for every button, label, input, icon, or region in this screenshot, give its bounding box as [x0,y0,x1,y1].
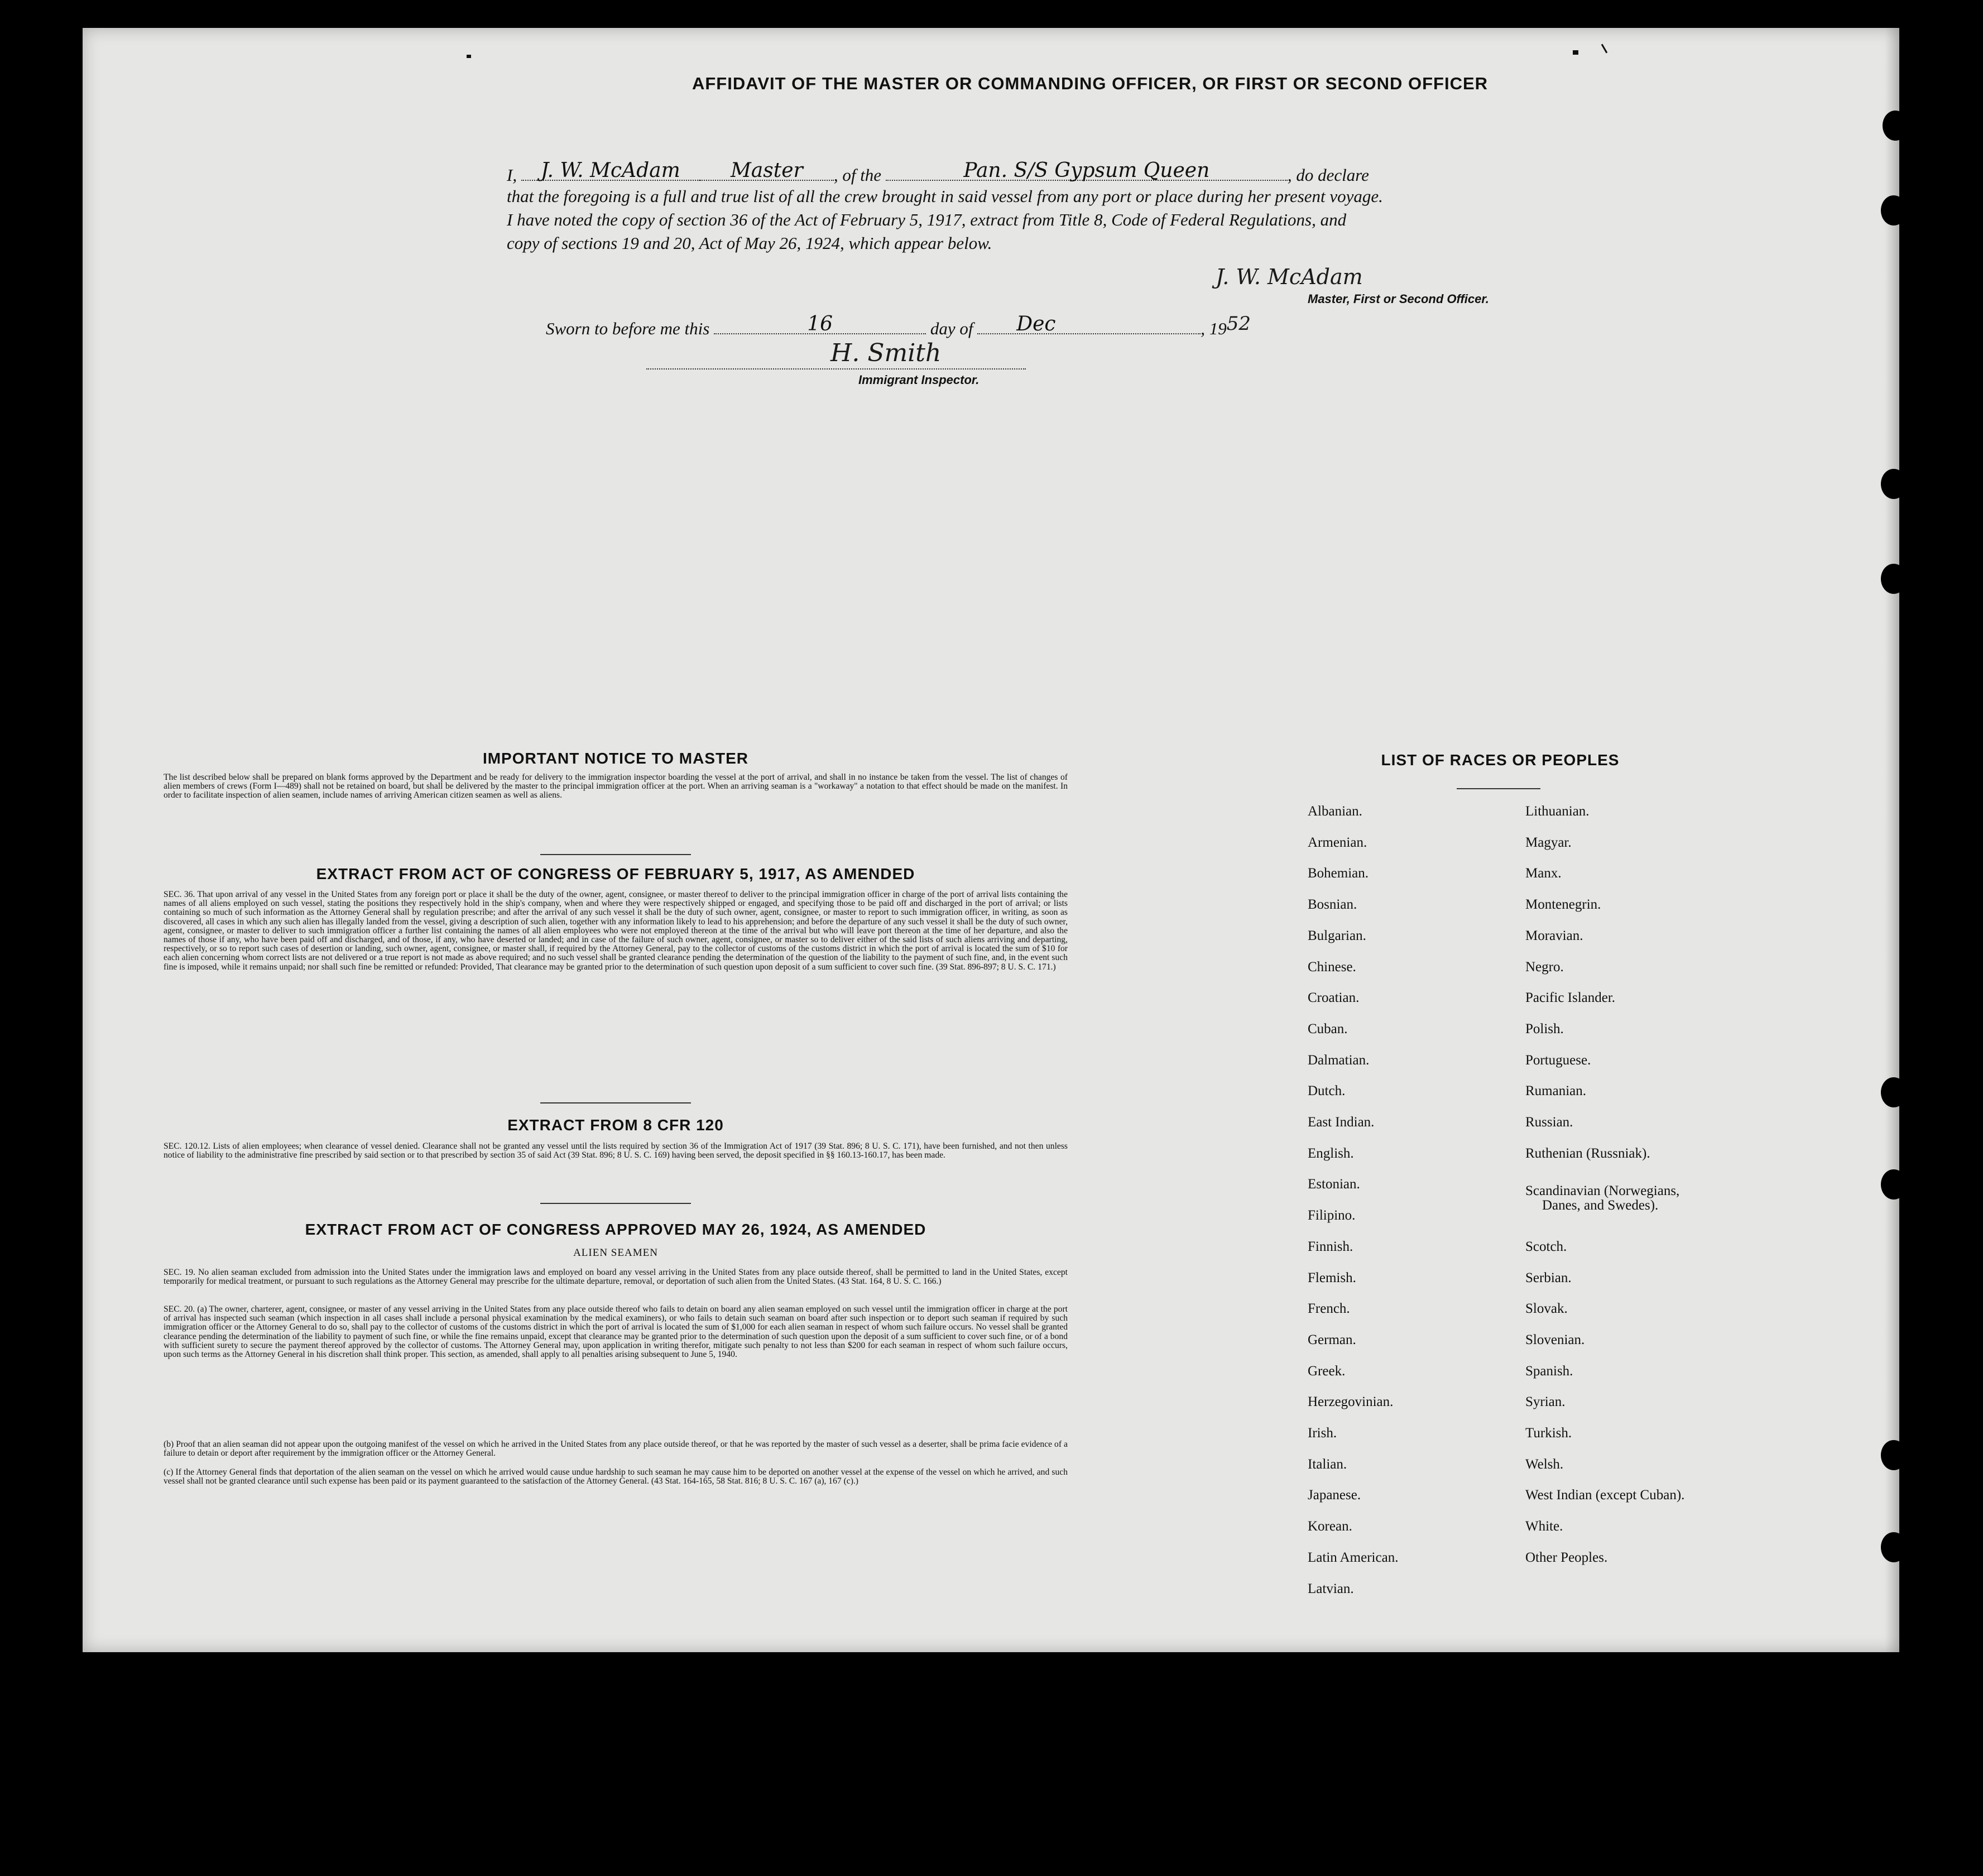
day-of-label: day of [930,319,973,338]
race-item: West Indian (except Cuban). [1525,1488,1685,1503]
race-item: Bosnian. [1308,897,1357,913]
race-item: Portuguese. [1525,1052,1591,1068]
inspector-signature-line [646,334,1026,370]
speck [467,55,471,58]
race-item: Finnish. [1308,1239,1353,1254]
divider [540,1102,691,1103]
race-item: Korean. [1308,1519,1352,1534]
master-signature-handwritten: J. W. McAdam [1216,265,1363,289]
race-item: Moravian. [1525,928,1583,943]
race-item: Rumanian. [1525,1083,1587,1099]
extract-1924-sec20b: (b) Proof that an alien seaman did not appear upon the outgoing manifest of the vessel on which he arrived in the United States from any place outside thereof, or that he was reported by the master of such vessel as a deserter, shall be prima facie evidence of a failure to detain or deport after requirement by the immigration officer or the Attorney General. [164,1440,1068,1458]
race-item: Turkish. [1525,1426,1572,1441]
speck [1573,50,1578,55]
day-blank [714,315,926,334]
extract-1917-title: EXTRACT FROM ACT OF CONGRESS OF FEBRUARY 5, 1917, AS AMENDED [316,865,915,882]
race-item: Latin American. [1308,1549,1399,1565]
race-item: Pacific Islander. [1525,990,1616,1006]
inspector-signature-handwritten: H. Smith [830,339,942,367]
race-item: Ruthenian (Russniak). [1525,1145,1650,1161]
document-page [83,28,1899,1652]
year-handwritten: 52 [1226,313,1251,335]
race-item: Spanish. [1525,1363,1573,1379]
race-item: Polish. [1525,1021,1564,1037]
race-item: Other Peoples. [1525,1549,1608,1565]
day-handwritten: 16 [807,313,833,335]
divider [540,854,691,855]
race-item: Latvian. [1308,1581,1354,1596]
extract-1917-text: SEC. 36. That upon arrival of any vessel in the United States from any foreign port or place it shall be the duty of the owner, agent, consignee, or master thereof to deliver to the principal immigration officer in charge of the port of arrival lists containing the names of all aliens employed on such vessel, stating the positions they respectively hold in the ship's company, when and where they were respectively shipped or engaged, and specifying those to be paid off and discharged in the port of arrival; or lists containing so much of such information as the Attorney General shall by regulation prescribe; and after the arrival of any such vessel it shall be the duty of such owner, agent, consignee, or master to report to such immigration officer, in writing, as soon as discovered, all cases in which any such alien has illegally landed from the vessel, giving a description of such alien, together with any information likely to lead to his apprehension; and before the departure of any such vessel it shall be the duty of such owner, agent, consignee, or master to deliver to such immigration officer a further list containing the names of all alien employees who were not employed thereon at the time of the arrival but who will leave port thereon at the time of her departure, and also the names of those if any, who have been paid off and discharged, and of those, if any, who have deserted or landed; and in case of the failure of such owner, agent, consignee, or master so to deliver either of the said lists of such aliens arriving and departing, respectively, or so to report such cases of desertion or landing, such owner, agent, consignee, or master shall, if required by the Attorney General, pay to the collector of customs of the customs district in which the port of arrival is located the sum of $10 for each alien concerning whom correct lists are not delivered or a true report is not made as above required; and no such vessel shall be granted clearance pending the determination of the question of the liability to the payment of such fine, and, in the event such fine is imposed, while it remains unpaid; nor shall such fine be remitted or refunded: Provided, That clearance may be granted prior to the determination of such question upon deposit of a sum sufficient to cover such fine. (39 Stat. 896-897; 8 U. S. C. 171.) [164,890,1068,972]
race-item: Filipino. [1308,1208,1356,1224]
race-item: Lithuanian. [1525,804,1590,819]
race-item: English. [1308,1145,1354,1161]
race-item: Montenegrin. [1525,897,1601,913]
rank-blank [700,159,834,182]
affidavit-line-2: that the foregoing is a full and true list of all the crew brought in said vessel from any port or place during her present voyage. [507,186,1383,206]
race-item: Chinese. [1308,959,1356,975]
extract-1924-sec19: SEC. 19. No alien seaman excluded from admission into the United States under the immigration laws and employed on board any vessel arriving in the United States from any place outside thereof, shall be permitted to land in the United States, except temporarily for medical treatment, or pursuant to such regulations as the Attorney General may prescribe for the ultimate departure, removal, or deportation of such alien from the United States. (43 Stat. 164, 8 U. S. C. 166.) [164,1268,1068,1287]
affidavit-title: AFFIDAVIT OF THE MASTER OR COMMANDING OFFICER, OR FIRST OR SECOND OFFICER [692,74,1489,93]
race-item: Welsh. [1525,1456,1564,1472]
race-item: Cuban. [1308,1021,1348,1037]
race-item: Armenian. [1308,834,1367,850]
punch-hole [1881,564,1899,594]
month-handwritten: Dec [1016,313,1056,335]
race-item: Greek. [1308,1363,1346,1379]
extract-1924-title: EXTRACT FROM ACT OF CONGRESS APPROVED MAY 26, 1924, AS AMENDED [305,1221,926,1238]
punch-hole [1883,111,1899,141]
year-prefix: , 19 [1201,319,1227,338]
race-item: Irish. [1308,1426,1337,1441]
notice-title: IMPORTANT NOTICE TO MASTER [482,750,749,767]
inspector-caption: Immigrant Inspector. [858,373,980,387]
punch-hole [1881,469,1899,499]
race-item: Russian. [1525,1115,1573,1130]
extract-1924-subtitle: ALIEN SEAMEN [573,1247,658,1259]
race-item: Estonian. [1308,1177,1360,1192]
of-the-label: , of the [833,165,882,185]
rank-handwritten: Master [730,159,803,182]
race-item: Flemish. [1308,1270,1356,1285]
master-signature [1204,265,1444,289]
i-label: I, [507,165,517,185]
affidavit-line-3: I have noted the copy of section 36 of the Act of February 5, 1917, extract from Title 8, Code of Federal Regulations, and [507,210,1347,229]
race-item: Serbian. [1525,1270,1572,1285]
race-item: Italian. [1308,1456,1347,1472]
extract-1924-sec20c: (c) If the Attorney General finds that deportation of the alien seaman on the vessel on which he arrived would cause undue hardship to such seaman he may cause him to be deported on another vessel at the expense of the vessel on which he arrived, and such vessel shall not be granted clearance until such expense has been paid or its payment guaranteed to the satisfaction of the Attorney General. (43 Stat. 164-165, 58 Stat. 816; 8 U. S. C. 167 (a), 167 (c).) [164,1467,1068,1486]
race-item: Japanese. [1308,1488,1361,1503]
race-item: Slovak. [1525,1301,1568,1317]
officer-name-blank [521,159,700,182]
divider [1457,788,1540,789]
sworn-label: Sworn to before me this [546,319,710,338]
races-title: LIST OF RACES OR PEOPLES [1381,751,1620,769]
extract-cfr-text: SEC. 120.12. Lists of alien employees; when clearance of vessel denied. Clearance shall not be granted any vessel until the lists required by section 36 of the Immigration Act of 1917 (39 Stat. 896; 8 U. S. C. 171), have been furnished, and not then unless notice of liability to the administrative fine prescribed by said section or to that prescribed by section 35 of said Act (39 Stat. 896; 8 U. S. C. 169) having been served, the deposit specified in §§ 160.13-160.17, has been made. [164,1141,1068,1160]
race-item: Bohemian. [1308,866,1369,881]
race-item: Syrian. [1525,1394,1566,1410]
race-item: East Indian. [1308,1115,1375,1130]
speck [1601,44,1608,53]
divider [540,1203,691,1204]
declare-label: , do declare [1287,165,1369,185]
race-item: Slovenian. [1525,1332,1585,1347]
punch-hole [1881,1440,1899,1470]
month-blank [977,315,1201,334]
vessel-handwritten: Pan. S/S Gypsum Queen [963,159,1210,182]
race-item: Danes, and Swedes). [1542,1198,1659,1213]
race-item: Dalmatian. [1308,1052,1370,1068]
affidavit-line-1 [507,159,1369,186]
race-item: White. [1525,1519,1563,1534]
notice-text: The list described below shall be prepared on blank forms approved by the Department and be ready for delivery to the immigration inspector boarding the vessel at the port of arrival, and shall in no instance be taken from the vessel. The list of changes of alien members of crews (Form I—489) shall not be retained on board, but shall be delivered by the master to the principal immigration officer at the port. When an arriving seaman is a "workaway" a notation to that effect should be made on the manifest. In order to facilitate inspection of alien seamen, include names of arriving American citizen seamen as well as aliens. [164,773,1068,800]
race-item: Magyar. [1525,834,1572,850]
race-item: French. [1308,1301,1350,1317]
signature-caption: Master, First or Second Officer. [1308,292,1489,306]
extract-cfr-title: EXTRACT FROM 8 CFR 120 [507,1116,724,1134]
affidavit-line-4: copy of sections 19 and 20, Act of May 26, 1924, which appear below. [507,233,992,253]
race-item: Manx. [1525,866,1562,881]
punch-hole [1881,1077,1899,1107]
punch-hole [1881,1169,1899,1200]
extract-1924-sec20a: SEC. 20. (a) The owner, charterer, agent, consignee, or master of any vessel arriving in the United States from any place outside thereof who fails to detain on board any alien seaman employed on such vessel until the immigration officer in charge at the port of arrival has inspected such seaman (which inspection in all cases shall include a personal physical examination by the medical examiners), or who fails to detain such seaman on board after such inspection or to deport such seaman if required by such immigration officer or the Attorney General to do so, shall pay to the collector of customs of the customs district in which the port of arrival is located the sum of $1,000 for each alien seaman in respect of whom such failure occurs. No vessel shall be granted clearance pending the determination of the liability to payment of such fine, or while the fine remains unpaid, except that clearance may be granted prior to the determination of such question upon the deposit of a sum sufficient to cover such fine, or of a bond with sufficient surety to secure the payment thereof approved by the collector of customs. The Attorney General may, upon application in writing therefor, mitigate such penalty to not less than $200 for each seaman in respect of whom such failure occurs, upon such terms as the Attorney General in his discretion shall think proper. This section, as amended, shall apply to all penalties arising subsequent to June 5, 1940. [164,1304,1068,1360]
punch-hole [1881,1532,1899,1562]
race-item: Dutch. [1308,1083,1346,1099]
race-item: Negro. [1525,959,1564,975]
officer-name-handwritten: J. W. McAdam [540,159,680,182]
race-item: German. [1308,1332,1356,1347]
race-item: Albanian. [1308,804,1362,819]
race-item: Scandinavian (Norwegians, [1525,1183,1680,1199]
punch-hole [1881,195,1899,225]
race-item: Herzegovinian. [1308,1394,1394,1410]
race-item: Bulgarian. [1308,928,1366,943]
race-item: Scotch. [1525,1239,1567,1254]
vessel-blank [886,159,1288,182]
race-item: Croatian. [1308,990,1360,1006]
